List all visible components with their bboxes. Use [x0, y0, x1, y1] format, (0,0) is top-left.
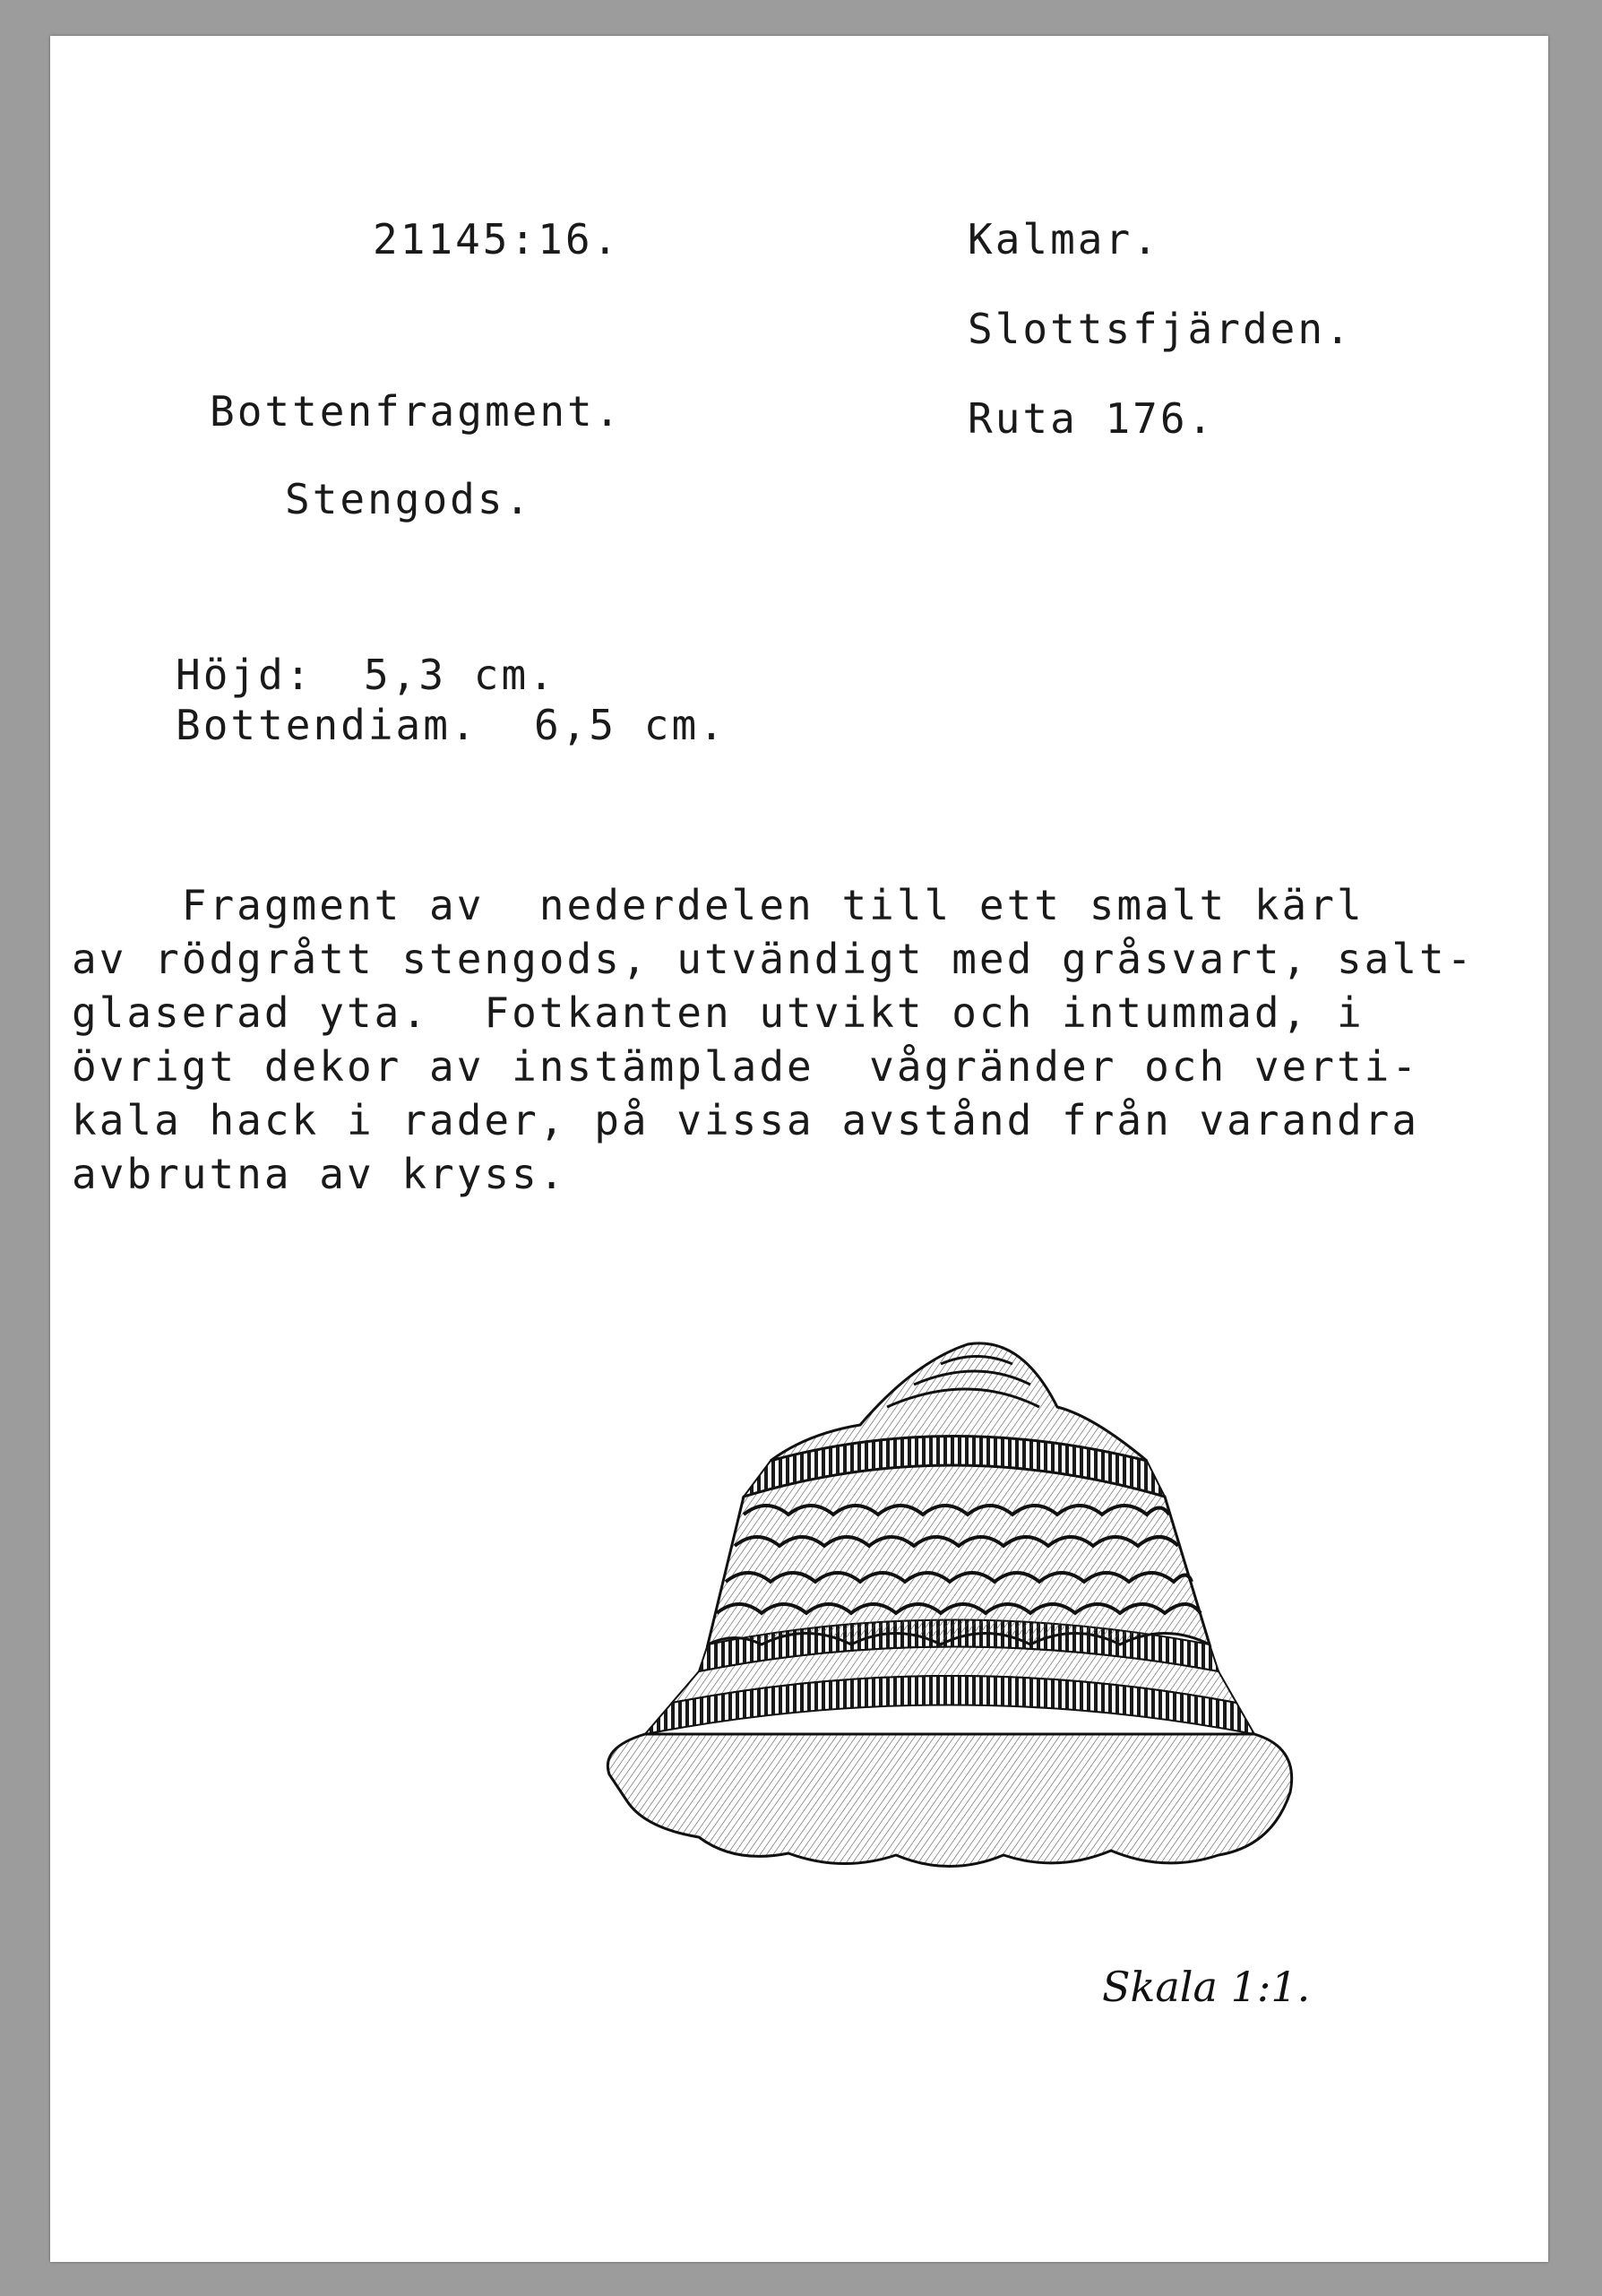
material: Stengods. — [285, 475, 533, 523]
height-value: 5,3 cm. — [364, 651, 556, 699]
base-diameter-label: Bottendiam. — [176, 701, 478, 749]
scale-note: Skala 1:1. — [1102, 1963, 1311, 2011]
site: Slottsfjärden. — [968, 305, 1353, 353]
description-line: kala hack i rader, på vissa avstånd från varandra — [72, 1096, 1420, 1144]
square: Ruta 176. — [968, 394, 1216, 443]
description-line: Fragment av nederdelen till ett smalt kärl — [72, 881, 1365, 929]
fragment-drawing — [591, 1326, 1308, 1918]
object-type: Bottenfragment. — [210, 387, 623, 436]
description-line: övrigt dekor av instämplade vågränder och verti- — [72, 1042, 1420, 1091]
description-line: av rödgrått stengods, utvändigt med gråsvart, salt- — [72, 935, 1475, 983]
description-line: glaserad yta. Fotkanten utvikt och intummad, i — [72, 988, 1365, 1037]
height-label: Höjd: — [176, 651, 314, 699]
place: Kalmar. — [968, 215, 1160, 263]
description-line: avbrutna av kryss. — [72, 1150, 567, 1198]
catalog-number: 21145:16. — [373, 215, 621, 263]
description — [72, 878, 1505, 1201]
foot-rim — [607, 1734, 1291, 1867]
wavy-body — [708, 1465, 1210, 1644]
base-diameter-value: 6,5 cm. — [534, 701, 727, 749]
